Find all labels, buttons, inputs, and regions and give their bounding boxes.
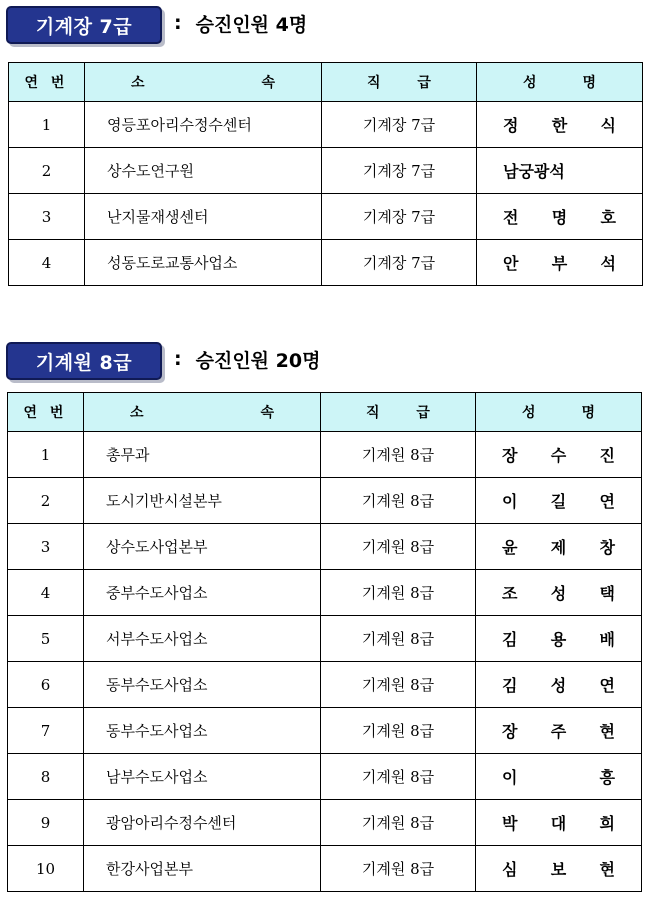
promotion-count: 승진인원 20명 <box>195 349 321 372</box>
department: 상수도연구원 <box>85 148 322 194</box>
table-row <box>8 800 642 846</box>
header-name: 성 명 <box>477 63 643 102</box>
job-grade: 기계원 8급 <box>321 846 476 892</box>
table-row <box>8 846 642 892</box>
table-row <box>8 708 642 754</box>
table-row <box>9 194 643 240</box>
table-row <box>9 240 643 286</box>
table-row <box>9 102 643 148</box>
department: 총무과 <box>84 432 321 478</box>
person-name: 장 수 진 <box>476 432 642 478</box>
department: 도시기반시설본부 <box>84 478 321 524</box>
section-headline <box>174 8 307 38</box>
person-name: 박 대 희 <box>476 800 642 846</box>
person-name: 이 흥 <box>476 754 642 800</box>
person-name: 안 부 석 <box>477 240 643 286</box>
promotion-table <box>8 62 643 286</box>
table-row <box>8 432 642 478</box>
job-grade: 기계장 7급 <box>322 194 477 240</box>
row-number: 1 <box>8 432 84 478</box>
department: 성동도로교통사업소 <box>85 240 322 286</box>
section-badge: 기계장 7급 <box>6 6 162 44</box>
row-number: 6 <box>8 662 84 708</box>
header-org: 소 속 <box>85 63 322 102</box>
section-headline <box>174 344 320 374</box>
row-number: 3 <box>9 194 85 240</box>
row-number: 5 <box>8 616 84 662</box>
person-name: 김 용 배 <box>476 616 642 662</box>
department: 동부수도사업소 <box>84 662 321 708</box>
row-number: 2 <box>8 478 84 524</box>
table-row <box>8 662 642 708</box>
headline-colon: : <box>174 348 182 370</box>
table-row <box>8 754 642 800</box>
department: 중부수도사업소 <box>84 570 321 616</box>
department: 광암아리수정수센터 <box>84 800 321 846</box>
header-org: 소 속 <box>84 393 321 432</box>
department: 난지물재생센터 <box>85 194 322 240</box>
person-name: 김 성 연 <box>476 662 642 708</box>
department: 남부수도사업소 <box>84 754 321 800</box>
person-name: 장 주 현 <box>476 708 642 754</box>
job-grade: 기계장 7급 <box>322 148 477 194</box>
table-row <box>8 524 642 570</box>
table-header-row <box>8 393 642 432</box>
header-name: 성 명 <box>476 393 642 432</box>
job-grade: 기계원 8급 <box>321 662 476 708</box>
header-no: 연 번 <box>9 63 85 102</box>
table-header-row <box>9 63 643 102</box>
department: 서부수도사업소 <box>84 616 321 662</box>
department: 한강사업본부 <box>84 846 321 892</box>
header-rank: 직 급 <box>321 393 476 432</box>
department: 영등포아리수정수센터 <box>85 102 322 148</box>
person-name: 이 길 연 <box>476 478 642 524</box>
job-grade: 기계원 8급 <box>321 616 476 662</box>
job-grade: 기계원 8급 <box>321 570 476 616</box>
person-name: 남궁광석 <box>477 148 643 194</box>
job-grade: 기계원 8급 <box>321 754 476 800</box>
section-badge: 기계원 8급 <box>6 342 162 380</box>
person-name: 조 성 택 <box>476 570 642 616</box>
table-row <box>8 616 642 662</box>
row-number: 4 <box>9 240 85 286</box>
job-grade: 기계원 8급 <box>321 478 476 524</box>
row-number: 10 <box>8 846 84 892</box>
promotion-table <box>7 392 642 892</box>
row-number: 9 <box>8 800 84 846</box>
department: 상수도사업본부 <box>84 524 321 570</box>
job-grade: 기계원 8급 <box>321 708 476 754</box>
table-row <box>8 478 642 524</box>
row-number: 2 <box>9 148 85 194</box>
row-number: 1 <box>9 102 85 148</box>
header-rank: 직 급 <box>322 63 477 102</box>
person-name: 정 한 식 <box>477 102 643 148</box>
person-name: 심 보 현 <box>476 846 642 892</box>
table-row <box>8 570 642 616</box>
row-number: 3 <box>8 524 84 570</box>
table-row <box>9 148 643 194</box>
header-no: 연 번 <box>8 393 84 432</box>
row-number: 4 <box>8 570 84 616</box>
promotion-count: 승진인원 4명 <box>195 13 308 36</box>
job-grade: 기계장 7급 <box>322 102 477 148</box>
row-number: 8 <box>8 754 84 800</box>
person-name: 전 명 호 <box>477 194 643 240</box>
job-grade: 기계원 8급 <box>321 432 476 478</box>
job-grade: 기계장 7급 <box>322 240 477 286</box>
person-name: 윤 제 창 <box>476 524 642 570</box>
job-grade: 기계원 8급 <box>321 800 476 846</box>
department: 동부수도사업소 <box>84 708 321 754</box>
row-number: 7 <box>8 708 84 754</box>
job-grade: 기계원 8급 <box>321 524 476 570</box>
headline-colon: : <box>174 12 182 34</box>
